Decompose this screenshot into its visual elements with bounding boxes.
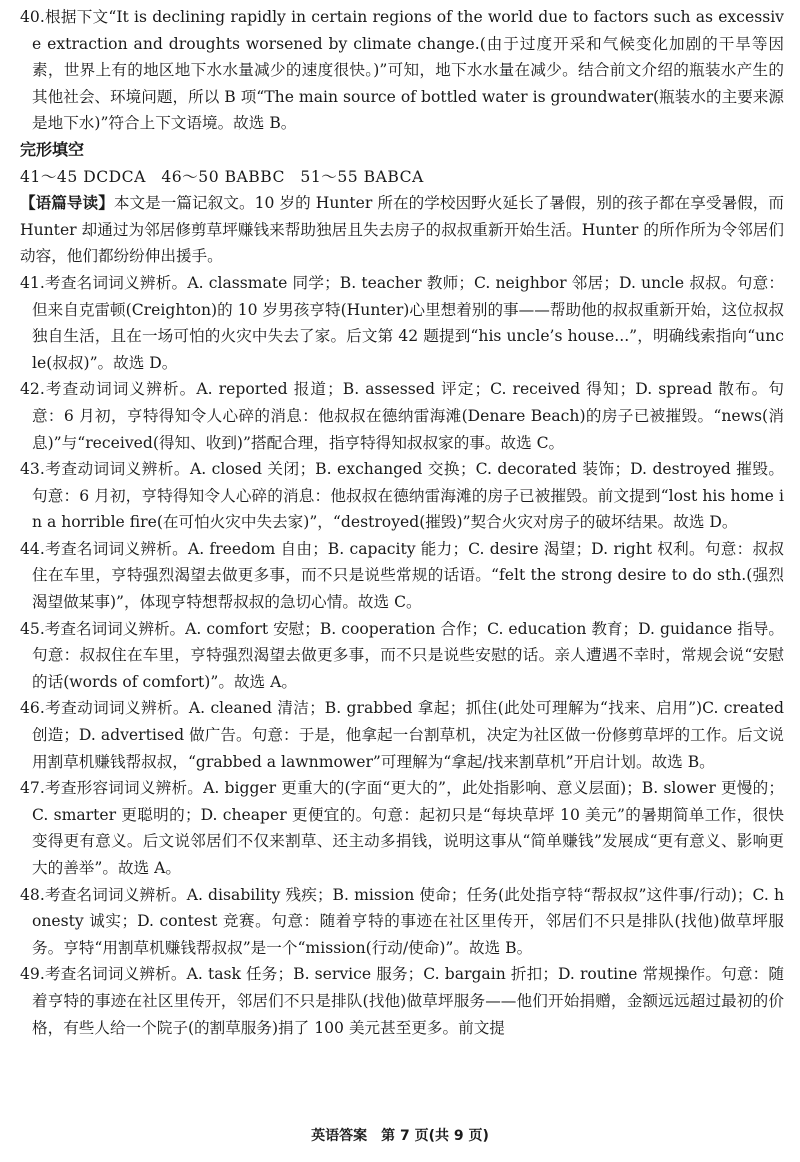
answer-key: [20, 164, 784, 191]
passage-guide-tag: 【语篇导读】: [20, 194, 114, 213]
question-44-explanation: 44.考查名词词义辨析。A. freedom 自由；B. capacity 能力；C. desire 渴望；D. right 权利。句意：叔叔住在车里，亨特强烈渴望去做更多事，而不只是说些常规的话语。“felt the strong desire to do sth.(强烈渴望做某事)”，体现亨特想帮叔叔的急切心情。故选 C。: [20, 539, 784, 612]
answer-group: 41～45 DCDCA: [20, 167, 146, 186]
question-48-explanation: 48.考查名词词义辨析。A. disability 残疾；B. mission 使命；任务(此处指亨特“帮叔叔”这件事/行动)；C. honesty 诚实；D. contest 竞赛。句意：随着亨特的事迹在社区里传开，邻居们不只是排队(找他)做草坪服务。亨特“用割草机赚钱帮叔叔”是一个“mission(行动/使命)”。故选 B。: [20, 885, 784, 957]
answer-group: 46～50 BABBC: [161, 167, 285, 186]
page-footer: 英语答案 第 7 页(共 9 页): [311, 1128, 489, 1144]
question-40-explanation: 40.根据下文“It is declining rapidly in certain regions of the world due to factors such as excessive extraction and droughts worsened by climate change.(由于过度开采和气候变化加剧的干旱等因素，世界上有的地区地下水水量减少的速度很快。)”可知，地下水水量在减少。结合前文介绍的瓶装水产生的其他社会、环境问题，所以 B 项“The main source of bottled water is groundwater(瓶装水的主要来源是地下水)”符合上下文语境。故选 B。: [20, 8, 784, 133]
question-49-explanation: 49.考查名词词义辨析。A. task 任务；B. service 服务；C. bargain 折扣；D. routine 常规操作。句意：随着亨特的事迹在社区里传开，邻居们不只是排队(找他)做草坪服务——他们开始捐赠，金额远远超过最初的价格，有些人给一个院子(的割草服务)捐了 100 美元甚至更多。前文提: [20, 965, 784, 1037]
question-46-explanation: 46.考查动词词义辨析。A. cleaned 清洁；B. grabbed 拿起；抓住(此处可理解为“找来、启用”)C. created 创造；D. advertised 做广告。句意：于是，他拿起一台割草机，决定为社区做一份修剪草坪的工作。后文说用割草机赚钱帮叔叔，“grabbed a lawnmower”可理解为“拿起/找来割草机”开启计划。故选 B。: [20, 699, 784, 771]
passage-guide: [20, 190, 784, 270]
question-43-explanation: 43.考查动词词义辨析。A. closed 关闭；B. exchanged 交换；C. decorated 装饰；D. destroyed 摧毁。句意：6 月初，亨特得知令人心碎的消息：他叔叔在德纳雷海滩的房子已被摧毁。前文提到“lost his home in a horrible fire(在可怕火灾中失去家)”，“destroyed(摧毁)”契合火灾对房子的破坏结果。故选 D。: [20, 460, 784, 532]
question-47-explanation: 47.考查形容词词义辨析。A. bigger 更重大的(字面“更大的”，此处指影响、意义层面)；B. slower 更慢的；C. smarter 更聪明的；D. cheaper 更便宜的。句意：起初只是“每块草坪 10 美元”的暑期简单工作，很快变得更有意义。后文说邻居们不仅来割草、还主动多捐钱，说明这事从“简单赚钱”发展成“更有意义、影响更大的善举”。故选 A。: [20, 779, 784, 877]
section-title: 完形填空: [20, 139, 85, 159]
passage-guide-text: 本文是一篇记叙文。10 岁的 Hunter 所在的学校因野火延长了暑假，别的孩子都在享受暑假，而 Hunter 却通过为邻居修剪草坪赚钱来帮助独居且失去房子的叔叔重新开始生活。Hunter 的所作所为令邻居们动容，他们都纷纷伸出援手。: [20, 194, 784, 266]
question-45-explanation: 45.考查名词词义辨析。A. comfort 安慰；B. cooperation 合作；C. education 教育；D. guidance 指导。句意：叔叔住在车里，亨特强烈渴望去做更多事，而不只是说些安慰的话。亲人遭遇不幸时，常规会说“安慰的话(words of comfort)”。故选 A。: [20, 619, 785, 691]
answer-group: 51～55 BABCA: [300, 167, 424, 186]
question-41-explanation: 41.考查名词词义辨析。A. classmate 同学；B. teacher 教师；C. neighbor 邻居；D. uncle 叔叔。句意：但来自克雷顿(Creighton)的 10 岁男孩亨特(Hunter)心里想着别的事——帮助他的叔叔重新开始，这位叔叔独自生活，且在一场可怕的火灾中失去了家。后文第 42 题提到“his uncle’s house...”，明确线索指向“uncle(叔叔)”。故选 D。: [20, 273, 784, 372]
question-42-explanation: 42.考查动词词义辨析。A. reported 报道；B. assessed 评定；C. received 得知；D. spread 散布。句意：6 月初，亨特得知令人心碎的消息：他叔叔在德纳雷海滩(Denare Beach)的房子已被摧毁。“news(消息)”与“received(得知、收到)”搭配合理，指亨特得知叔叔家的事。故选 C。: [20, 380, 784, 452]
